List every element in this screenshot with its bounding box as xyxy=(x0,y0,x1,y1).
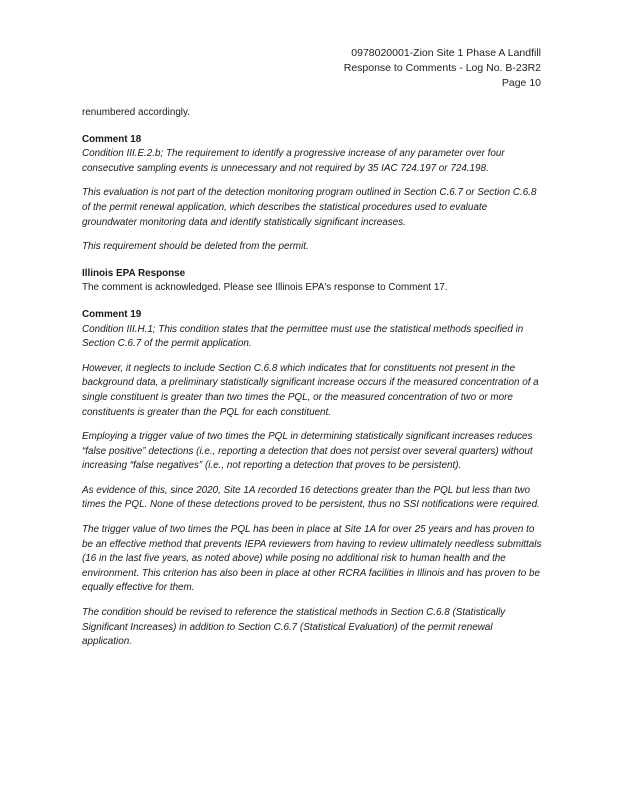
comment-19-paragraph-2: However, it neglects to include Section C.6.8 which indicates that for constituents not present in the background data, a preliminary statistically significant increase occurs if the measured concentration of a single constituent is greater than two times the PQL, or the measured concentration of two or more constituents is greater than the PQL for each constituent. xyxy=(82,362,539,418)
comment-18-paragraph-3: This requirement should be deleted from the permit. xyxy=(82,241,309,253)
document-body xyxy=(82,106,544,650)
comment-18-paragraph-1: Condition III.E.2.b; The requirement to identify a progressive increase of any parameter over four consecutive sampling events is unnecessary and not required by 35 IAC 724.197 or 724.198. xyxy=(82,148,505,174)
comment-19-paragraph-1: Condition III.H.1; This condition states that the permittee must use the statistical methods specified in Section C.6.7 of the permit application. xyxy=(82,323,524,350)
comment-19-heading: Comment 19 xyxy=(82,308,142,320)
comment-18-heading: Comment 18 xyxy=(82,133,142,145)
header-facility-line: 0978020001-Zion Site 1 Phase A Landfill xyxy=(351,47,541,59)
comment-19-paragraph-5: The trigger value of two times the PQL has been in place at Site 1A for over 25 years and has proven to be an effective method that prevents IEPA reviewers from having to review ultimately needless submittals (16 in the last five years, as noted above) while posing no additional risk to human health and the environment. This criterion has also been in place at other RCRA facilities in Illinois and has proven to be equally effective for them. xyxy=(82,524,542,594)
comment-19-paragraph-6: The condition should be revised to reference the statistical methods in Section C.6.8 (Statistically Significant Increases) in addition to Section C.6.7 (Statistical Evaluation) of the permit renewal application. xyxy=(82,607,506,648)
comment-18-paragraph-2: This evaluation is not part of the detection monitoring program outlined in Section C.6.7 or Section C.6.8 of the permit renewal application, which describes the statistical procedures used to evaluate groundwater monitoring data and identify statistically significant increases. xyxy=(82,187,537,228)
header-response-line: Response to Comments - Log No. B-23R2 xyxy=(343,62,541,74)
intro-text: renumbered accordingly. xyxy=(82,107,190,118)
comment-19-paragraph-3: Employing a trigger value of two times the PQL in determining statistically significant increases reduces “false positive” detections (i.e., reporting a detection that does not persist over several quarters) without increasing “false negatives” (i.e., not reporting a detection that proves to be persistent). xyxy=(82,431,533,472)
page-header xyxy=(344,46,541,91)
epa-response-text: The comment is acknowledged. Please see Illinois EPA's response to Comment 17. xyxy=(82,282,448,294)
header-page-number: Page 10 xyxy=(501,77,541,89)
epa-response-heading: Illinois EPA Response xyxy=(82,267,186,279)
comment-19-paragraph-4: As evidence of this, since 2020, Site 1A recorded 16 detections greater than the PQL but less than two times the PQL. None of these detections proved to be persistent, thus no SSI notifications were required. xyxy=(82,484,540,511)
